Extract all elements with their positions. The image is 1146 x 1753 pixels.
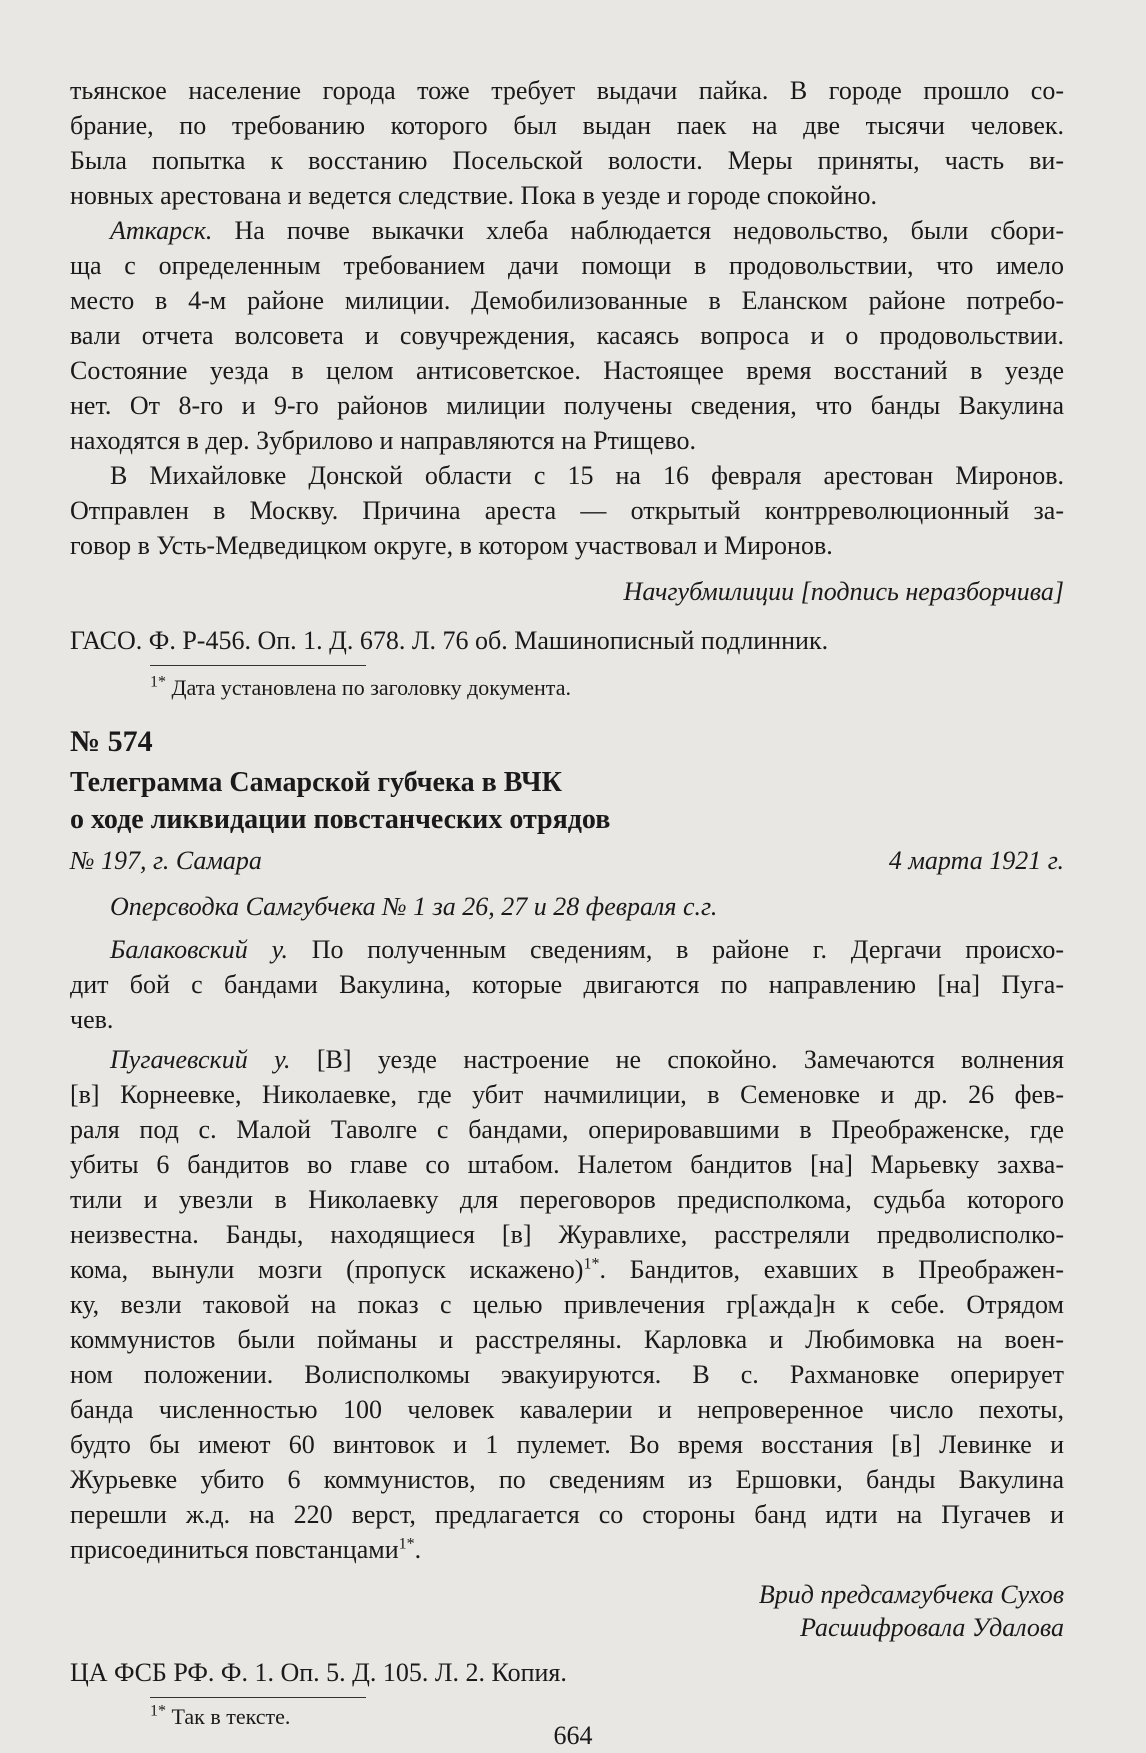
text-line: Состояние уезда в целом антисоветское. Настоящее время восстаний в уезде (70, 356, 1064, 385)
text-line: ку, везли таковой на показ с целью привлечения гр[ажда]н к себе. Отрядом (70, 1290, 1064, 1319)
archive-reference: ЦА ФСБ РФ. Ф. 1. Оп. 5. Д. 105. Л. 2. Копия. (70, 1658, 567, 1687)
signature: Начгубмилиции [подпись неразборчива] (623, 577, 1064, 606)
footnote: $^{1*}$ Дата установлена по заголовку документа. (150, 673, 571, 700)
text-line: кома, вынули мозги (пропуск искажено)$^{1*}$. Бандитов, ехавших в Преображен- (70, 1255, 1064, 1284)
footnote: $^{1*}$ Так в тексте. (150, 1702, 291, 1729)
text-line: убиты 6 бандитов во главе со штабом. Налетом бандитов [на] Марьевку захва- (70, 1150, 1064, 1179)
text-line: Была попытка к восстанию Посельской волости. Меры приняты, часть ви- (70, 146, 1064, 175)
footnote-mark: 1* (150, 1702, 166, 1720)
district-name: Аткарск. (110, 216, 213, 245)
text-line: тили и увезли в Николаевку для переговоров предисполкома, судьба которого (70, 1185, 1064, 1214)
summary-title: Оперсводка Самгубчека № 1 за 26, 27 и 28 февраля с.г. (110, 892, 718, 921)
text-line: чев. (70, 1005, 114, 1034)
footnote-divider (150, 1697, 366, 1698)
text-line: говор в Усть-Медведицком округе, в котором участвовал и Миронов. (70, 531, 833, 560)
footnote-divider (150, 665, 366, 666)
text-line: вали отчета волсовета и совучреждения, касаясь вопроса и о продовольствии. (70, 321, 1064, 350)
text-line: присоединиться повстанцами$^{1*}$. (70, 1535, 422, 1564)
text-line: В Михайловке Донской области с 15 на 16 февраля арестован Миронов. (110, 461, 1064, 490)
text-line: Аткарск. На почве выкачки хлеба наблюдается недовольство, были сбори- (110, 216, 1064, 245)
document-title: Телеграмма Самарской губчека в ВЧК (70, 767, 562, 798)
text-line: коммунистов были пойманы и расстреляны. Карловка и Любимовка на воен- (70, 1325, 1064, 1354)
text-line: ном положении. Волисполкомы эвакуируются. В с. Рахмановке оперирует (70, 1360, 1064, 1389)
district-name: Балаковский у. (110, 935, 288, 964)
text-line: новных арестована и ведется следствие. Пока в уезде и городе спокойно. (70, 181, 878, 210)
text-line: Пугачевский у. [В] уезде настроение не спокойно. Замечаются волнения (110, 1045, 1065, 1074)
text-line: раля под с. Малой Таволге с бандами, оперировавшими в Преображенске, где (70, 1115, 1064, 1144)
text-line: место в 4-м районе милиции. Демобилизованные в Еланском районе потребо- (70, 286, 1064, 315)
page-number: 664 (553, 1721, 593, 1750)
footnote-mark: 1* (583, 1255, 600, 1273)
text-line: нет. От 8-го и 9-го районов милиции получены сведения, что банды Вакулина (70, 391, 1064, 420)
text-line: неизвестна. Банды, находящиеся [в] Журавлихе, расстреляли предволисполко- (70, 1220, 1064, 1249)
text-line: брание, по требованию которого был выдан паек на две тысячи человек. (70, 111, 1064, 140)
text-line: [в] Корнеевке, Николаевке, где убит начмилиции, в Семеновке и др. 26 фев- (70, 1080, 1064, 1109)
text-line: Отправлен в Москву. Причина ареста — открытый контрреволюционный за- (70, 496, 1064, 525)
text-line: банда численностью 100 человек кавалерии и непроверенное число пехоты, (70, 1395, 1064, 1424)
footnote-mark: 1* (150, 673, 166, 691)
text-line: находятся в дер. Зубрилово и направляются на Ртищево. (70, 426, 696, 455)
signature: Врид предсамгубчека Сухов (758, 1580, 1064, 1609)
text-line: ща с определенным требованием дачи помощи в продовольствии, что имело (70, 251, 1064, 280)
text-line: Журьевке убито 6 коммунистов, по сведениям из Ершовки, банды Вакулина (70, 1465, 1064, 1494)
signature: Расшифровала Удалова (800, 1613, 1064, 1642)
district-name: Пугачевский у. (110, 1045, 291, 1074)
text-line: Балаковский у. По полученным сведениям, в районе г. Дергачи происхо- (110, 935, 1064, 964)
footnote-mark: 1* (398, 1535, 415, 1553)
document-title: о ходе ликвидации повстанческих отрядов (70, 804, 611, 835)
document-date: 4 марта 1921 г. (888, 846, 1064, 875)
text-line: будто бы имеют 60 винтовок и 1 пулемет. Во время восстания [в] Левинке и (70, 1430, 1064, 1459)
text-line: тьянское население города тоже требует выдачи пайка. В городе прошло со- (70, 76, 1064, 105)
document-number: № 574 (70, 725, 153, 758)
text-line: перешли ж.д. на 220 верст, предлагается со стороны банд идти на Пугачев и (70, 1500, 1064, 1529)
archive-reference: ГАСО. Ф. Р-456. Оп. 1. Д. 678. Л. 76 об. Машинописный подлинник. (70, 626, 829, 655)
text-line: дит бой с бандами Вакулина, которые двигаются по направлению [на] Пуга- (70, 970, 1064, 999)
document-reference: № 197, г. Самара (70, 846, 262, 875)
